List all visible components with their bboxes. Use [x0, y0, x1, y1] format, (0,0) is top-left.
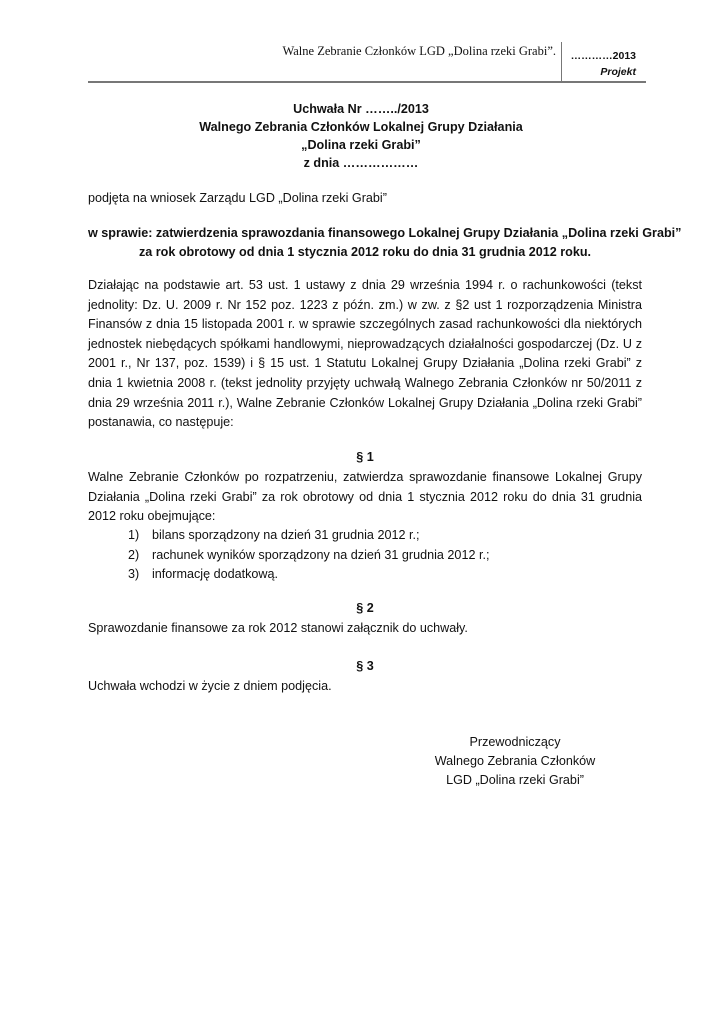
- resolution-body: Walnego Zebrania Członków Lokalnej Grupy Działania: [199, 120, 523, 134]
- list-item-text: rachunek wyników sporządzony na dzień 31 grudnia 2012 r.;: [152, 547, 490, 562]
- header-rule: [88, 81, 646, 83]
- subject: [88, 224, 682, 262]
- header-status: Projekt: [600, 66, 636, 78]
- subject-line-1: w sprawie: zatwierdzenia sprawozdania finansowego Lokalnej Grupy Działania „Dolina rzeki Grabi”: [88, 226, 682, 240]
- list-item: [128, 526, 489, 546]
- resolution-number: Uchwała Nr ……../2013: [293, 102, 429, 116]
- header-title: Walne Zebranie Członków LGD „Dolina rzeki Grabi”.: [282, 44, 556, 58]
- section-2-heading: § 2: [356, 601, 374, 615]
- list-item: [128, 565, 489, 585]
- list-item-number: 1): [128, 528, 140, 542]
- list-item-text: informację dodatkową.: [152, 567, 279, 582]
- motion-text: podjęta na wniosek Zarządu LGD „Dolina rzeki Grabi”: [88, 191, 387, 205]
- header-meta: [566, 48, 636, 80]
- signature-body: Walnego Zebrania Członków: [434, 754, 596, 768]
- list-item-text: bilans sporządzony na dzień 31 grudnia 2012 r.;: [152, 528, 420, 542]
- section-1-heading: § 1: [356, 450, 374, 464]
- signature-organization: LGD „Dolina rzeki Grabi”: [446, 773, 584, 787]
- header-date: …………2013: [570, 50, 636, 62]
- section-1-list: [128, 526, 489, 585]
- section-1-text: Walne Zebranie Członków po rozpatrzeniu, zatwierdza sprawozdanie finansowe Lokalnej Grupy Działania „Dolina rzeki Grabi” za rok obrotowy od dnia 1 stycznia 2012 roku do dnia 31 grudnia 2012 roku obejmujące:: [88, 470, 642, 524]
- signature-block: [400, 733, 630, 790]
- list-item: [128, 546, 489, 566]
- resolution-organization: „Dolina rzeki Grabi”: [301, 138, 421, 152]
- section-2-text: Sprawozdanie finansowe za rok 2012 stanowi załącznik do uchwały.: [88, 621, 468, 635]
- list-item-number: 2): [128, 547, 140, 562]
- signature-title: Przewodniczący: [469, 735, 561, 749]
- list-item-number: 3): [128, 567, 140, 582]
- subject-line-2: za rok obrotowy od dnia 1 stycznia 2012 roku do dnia 31 grudnia 2012 roku.: [138, 245, 592, 259]
- header-divider: [561, 42, 562, 82]
- section-3-heading: § 3: [356, 659, 374, 673]
- section-3-text: Uchwała wchodzi w życie z dniem podjęcia.: [88, 679, 332, 693]
- resolution-title: [88, 100, 634, 172]
- preamble: Działając na podstawie art. 53 ust. 1 ustawy z dnia 29 września 1994 r. o rachunkowości (tekst jednolity: Dz. U. 2009 r. Nr 152 poz. 1223 z późn. zm.) w zw. z §2 ust 1 rozporządzenia Ministra Finansów z dnia 15 listopada 2001 r. w sprawie szczególnych zasad rachunkowości dla niektórych jednostek niebędących spółkami handlowymi, nieprowadzących działalności gospodarczej (Dz. U z 2001 r., Nr 137, poz. 1539) i § 15 ust. 1 Statutu Lokalnej Grupy Działania „Dolina rzeki Grabi” z dnia 1 kwietnia 2008 r. (tekst jednolity przyjęty uchwałą Walnego Zebrania Członków nr 50/2011 z dnia 29 września 2011 r.), Walne Zebranie Członków Lokalnej Grupy Działania „Dolina rzeki Grabi” postanawia, co następuje:: [88, 278, 642, 430]
- resolution-date: z dnia ………………: [303, 156, 419, 170]
